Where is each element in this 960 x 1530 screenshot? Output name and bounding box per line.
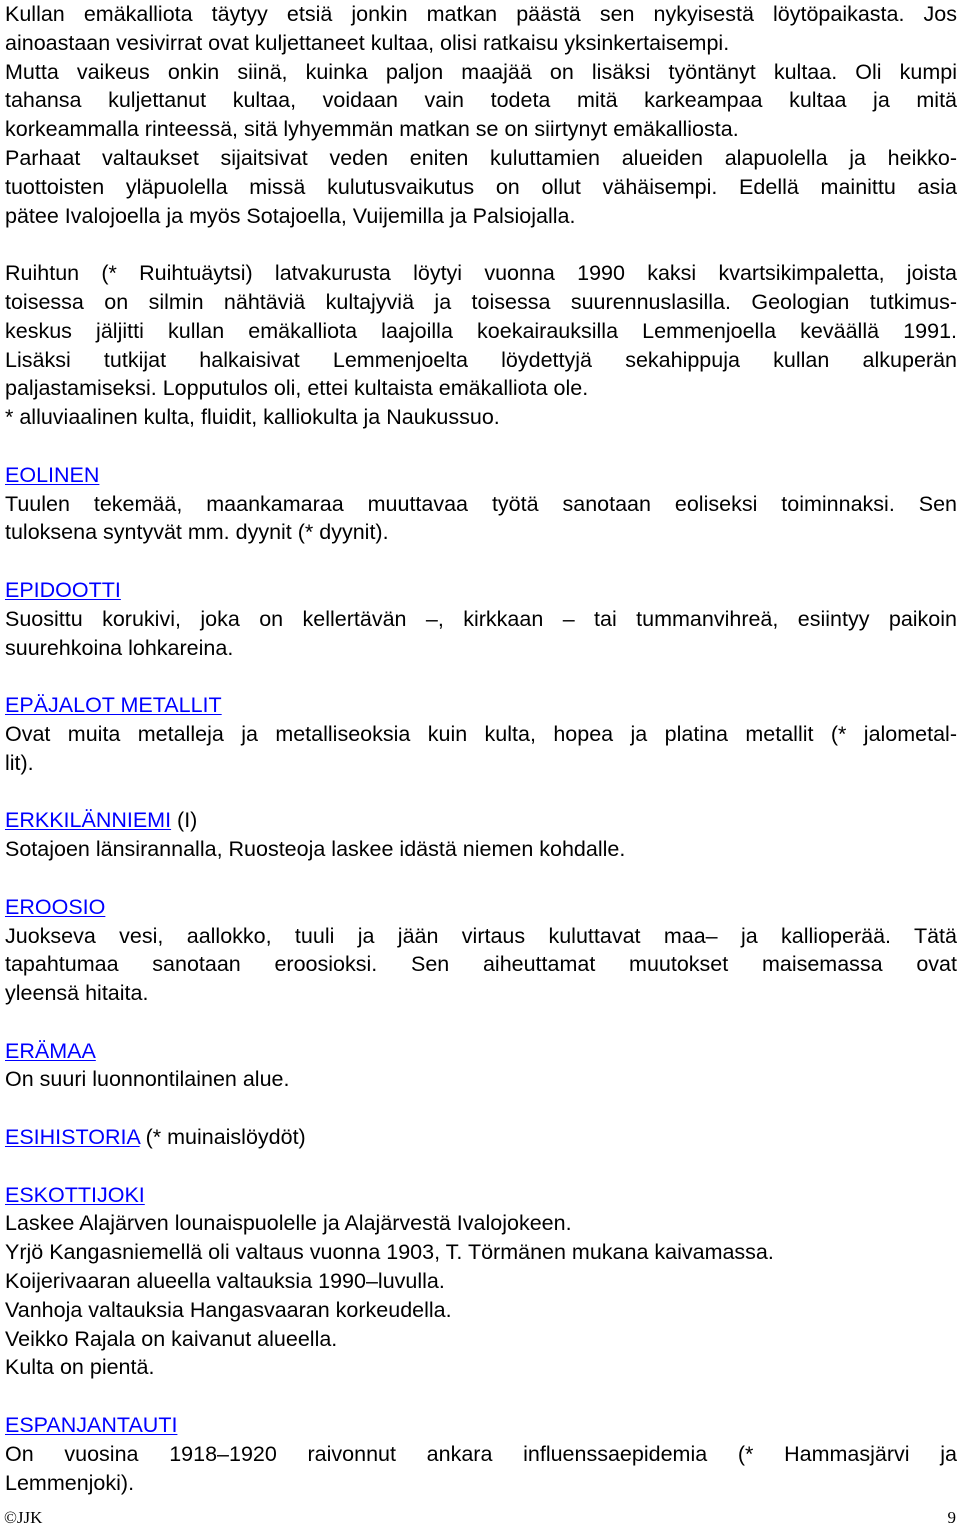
entry-text-line: Veikko Rajala on kaivanut alueella. — [5, 1326, 338, 1351]
entry-text-line: tuloksena syntyvät mm. dyynit (* dyynit). — [5, 520, 389, 545]
glossary-entry — [5, 1123, 957, 1152]
entry-term: ERÄMAA — [5, 1038, 96, 1063]
entry-heading — [5, 691, 957, 720]
entry-term: EPIDOOTTI — [5, 577, 121, 602]
intro-paragraph-1 — [5, 0, 957, 230]
text-line: toisessa on silmin nähtäviä kultajyviä ja toisessa suurennuslasilla. Geologian tutkimus- — [5, 289, 957, 314]
entry-text-line: Lemmenjoki). — [5, 1470, 135, 1495]
text-line: tuottoisten yläpuolella missä kulutusvaikutus on ollut vähäisempi. Edellä mainittu asia — [5, 174, 957, 199]
copyright-notice: ©JJK — [4, 1508, 43, 1527]
entry-text-line: On suuri luonnontilainen alue. — [5, 1067, 290, 1092]
entry-term: EPÄJALOT METALLIT — [5, 693, 222, 718]
entry-term: EROOSIO — [5, 894, 106, 919]
glossary-entry — [5, 806, 957, 864]
text-line: * alluviaalinen kulta, fluidit, kalliokulta ja Naukussuo. — [5, 405, 500, 430]
entry-text-line: Laskee Alajärven lounaispuolelle ja Alajärvestä Ivalojokeen. — [5, 1211, 572, 1236]
text-line: Mutta vaikeus onkin siinä, kuinka paljon maajää on lisäksi työntänyt kultaa. Oli kumpi — [5, 59, 957, 84]
entry-text-line: Sotajoen länsirannalla, Ruosteoja laskee idästä niemen kohdalle. — [5, 837, 626, 862]
text-line: Ruihtun (* Ruihtuäytsi) latvakurusta löytyi vuonna 1990 kaksi kvartsikimpaletta, joista — [5, 261, 957, 286]
entry-term: ESKOTTIJOKI — [5, 1182, 145, 1207]
page-number: 9 — [947, 1508, 956, 1527]
entry-text-line: Yrjö Kangasniemellä oli valtaus vuonna 1903, T. Törmänen mukana kaivamassa. — [5, 1240, 774, 1265]
entry-text-line: On vuosina 1918–1920 raivonnut ankara influenssaepidemia (* Hammasjärvi ja — [5, 1441, 957, 1466]
text-line: pätee Ivalojoella ja myös Sotajoella, Vuijemilla ja Palsiojalla. — [5, 203, 576, 228]
glossary-entries — [5, 432, 957, 1497]
entry-term: ESIHISTORIA — [5, 1125, 140, 1150]
entry-heading — [5, 1123, 957, 1152]
text-line: ainoastaan vesivirrat ovat kuljettaneet kultaa, olisi ratkaisu yksinkertaisempi. — [5, 30, 730, 55]
entry-heading — [5, 461, 957, 490]
entry-text-line: Koijerivaaran alueella valtauksia 1990–luvulla. — [5, 1269, 445, 1294]
entry-term: ERKKILÄNNIEMI — [5, 808, 172, 833]
entry-heading — [5, 806, 957, 835]
glossary-entry — [5, 461, 957, 547]
entry-text-line: Suosittu korukivi, joka on kellertävän –, kirkkaan – tai tummanvihreä, esiintyy paikoin — [5, 606, 957, 631]
entry-heading — [5, 1411, 957, 1440]
intro-paragraph-2 — [5, 259, 957, 432]
page-footer — [0, 1508, 960, 1530]
text-line: paljastamiseksi. Lopputulos oli, ettei kultaista emäkalliota ole. — [5, 376, 589, 401]
glossary-entry — [5, 576, 957, 662]
entry-text-line: Vanhoja valtauksia Hangasvaaran korkeudella. — [5, 1297, 452, 1322]
entry-text-line: Kulta on pientä. — [5, 1355, 155, 1380]
entry-heading — [5, 893, 957, 922]
entry-heading — [5, 576, 957, 605]
text-line: Lisäksi tutkijat halkaisivat Lemmenjoelta löydettyjä sekahippuja kullan alkuperän — [5, 347, 957, 372]
entry-term: ESPANJANTAUTI — [5, 1413, 178, 1438]
entry-text-line: Juokseva vesi, aallokko, tuuli ja jään virtaus kuluttavat maa– ja kallioperää. Tätä — [5, 923, 957, 948]
text-line: keskus jäljitti kullan emäkalliota laajoilla koekairauksilla Lemmenjoella keväällä 1991. — [5, 318, 957, 343]
entry-text-line: suurehkoina lohkareina. — [5, 635, 234, 660]
text-line: Kullan emäkalliota täytyy etsiä jonkin matkan päästä sen nykyisestä löytöpaikasta. Jos — [5, 2, 957, 26]
entry-heading — [5, 1181, 957, 1210]
glossary-entry — [5, 893, 957, 1008]
glossary-entry — [5, 691, 957, 777]
text-line: tahansa kuljettanut kultaa, voidaan vain todeta mitä karkeampaa kultaa ja mitä — [5, 88, 957, 113]
entry-text-line: Ovat muita metalleja ja metalliseoksia kuin kulta, hopea ja platina metallit (* jalometal- — [5, 721, 957, 746]
entry-term-note: (I) — [171, 808, 198, 833]
glossary-entry — [5, 1411, 957, 1497]
entry-text-line: tapahtumaa sanotaan eroosioksi. Sen aiheuttamat muutokset maisemassa ovat — [5, 952, 957, 977]
entry-text-line: lit). — [5, 750, 34, 775]
document-page — [5, 0, 957, 1497]
entry-term: EOLINEN — [5, 462, 100, 487]
entry-text-line: Tuulen tekemää, maankamaraa muuttavaa työtä sanotaan eoliseksi toiminnaksi. Sen — [5, 491, 957, 516]
text-line: Parhaat valtaukset sijaitsivat veden eniten kuluttamien alueiden alapuolella ja heikko- — [5, 145, 957, 170]
glossary-entry — [5, 1181, 957, 1383]
entry-text-line: yleensä hitaita. — [5, 981, 149, 1006]
entry-heading — [5, 1037, 957, 1066]
text-line: korkeammalla rinteessä, sitä lyhyemmän matkan se on siirtynyt emäkalliosta. — [5, 117, 739, 142]
entry-term-note: (* muinaislöydöt) — [139, 1125, 306, 1150]
glossary-entry — [5, 1037, 957, 1095]
